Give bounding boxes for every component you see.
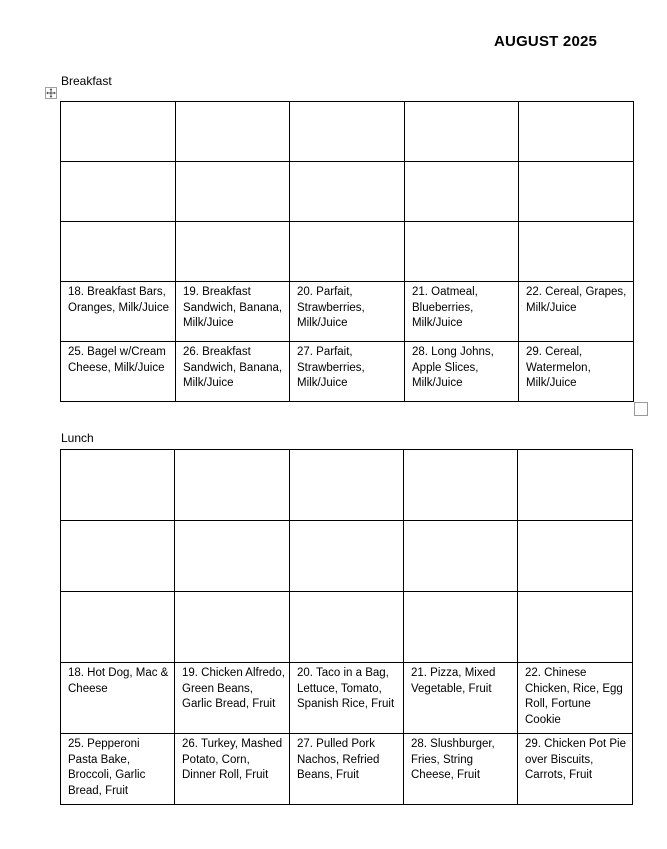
table-cell[interactable]	[290, 162, 405, 222]
table-cell[interactable]	[518, 592, 633, 663]
table-row	[61, 342, 634, 402]
table-row	[61, 734, 633, 805]
table-cell[interactable]	[176, 162, 290, 222]
table-row	[61, 521, 633, 592]
table-cell[interactable]: 26. Breakfast Sandwich, Banana, Milk/Juice	[176, 342, 290, 402]
table-cell[interactable]	[175, 450, 290, 521]
table-row	[61, 222, 634, 282]
table-cell[interactable]	[290, 222, 405, 282]
table-cell[interactable]	[290, 592, 404, 663]
table-cell[interactable]	[405, 102, 519, 162]
table-cell[interactable]	[404, 592, 518, 663]
table-cell[interactable]	[176, 222, 290, 282]
table-cell[interactable]	[61, 592, 175, 663]
table-cell[interactable]	[405, 162, 519, 222]
table-cell[interactable]	[61, 521, 175, 592]
table-cell[interactable]: 19. Chicken Alfredo, Green Beans, Garlic Bread, Fruit	[175, 663, 290, 734]
table-cell[interactable]	[175, 592, 290, 663]
table-cell[interactable]	[518, 521, 633, 592]
table-move-handle-icon[interactable]	[45, 87, 57, 99]
lunch-heading: Lunch	[61, 431, 94, 445]
table-cell[interactable]: 18. Breakfast Bars, Oranges, Milk/Juice	[61, 282, 176, 342]
table-row	[61, 663, 633, 734]
table-cell[interactable]	[61, 102, 176, 162]
table-cell[interactable]: 20. Parfait, Strawberries, Milk/Juice	[290, 282, 405, 342]
table-cell[interactable]: 25. Pepperoni Pasta Bake, Broccoli, Garlic Bread, Fruit	[61, 734, 175, 805]
table-cell[interactable]	[519, 222, 634, 282]
table-row	[61, 102, 634, 162]
table-cell[interactable]: 22. Cereal, Grapes, Milk/Juice	[519, 282, 634, 342]
table-cell[interactable]: 27. Parfait, Strawberries, Milk/Juice	[290, 342, 405, 402]
table-cell[interactable]	[290, 450, 404, 521]
table-cell[interactable]	[404, 450, 518, 521]
table-cell[interactable]: 18. Hot Dog, Mac & Cheese	[61, 663, 175, 734]
table-cell[interactable]	[405, 222, 519, 282]
page-title: AUGUST 2025	[494, 33, 598, 50]
table-row	[61, 450, 633, 521]
table-cell[interactable]	[404, 521, 518, 592]
table-cell[interactable]	[61, 450, 175, 521]
table-cell[interactable]: 29. Chicken Pot Pie over Biscuits, Carrots, Fruit	[518, 734, 633, 805]
table-cell[interactable]: 28. Slushburger, Fries, String Cheese, Fruit	[404, 734, 518, 805]
table-row	[61, 162, 634, 222]
table-row	[61, 592, 633, 663]
table-cell[interactable]: 19. Breakfast Sandwich, Banana, Milk/Juice	[176, 282, 290, 342]
table-cell[interactable]	[61, 222, 176, 282]
table-cell[interactable]: 26. Turkey, Mashed Potato, Corn, Dinner Roll, Fruit	[175, 734, 290, 805]
table-cell[interactable]	[519, 102, 634, 162]
table-cell[interactable]	[519, 162, 634, 222]
table-cell[interactable]	[290, 521, 404, 592]
table-cell[interactable]: 29. Cereal, Watermelon, Milk/Juice	[519, 342, 634, 402]
table-cell[interactable]: 20. Taco in a Bag, Lettuce, Tomato, Spanish Rice, Fruit	[290, 663, 404, 734]
table-cell[interactable]: 21. Pizza, Mixed Vegetable, Fruit	[404, 663, 518, 734]
table-row	[61, 282, 634, 342]
table-cell[interactable]	[175, 521, 290, 592]
table-resize-handle-icon[interactable]	[634, 402, 648, 416]
table-cell[interactable]: 28. Long Johns, Apple Slices, Milk/Juice	[405, 342, 519, 402]
table-cell[interactable]: 27. Pulled Pork Nachos, Refried Beans, Fruit	[290, 734, 404, 805]
breakfast-heading: Breakfast	[61, 74, 112, 88]
table-cell[interactable]: 22. Chinese Chicken, Rice, Egg Roll, Fortune Cookie	[518, 663, 633, 734]
lunch-menu-table	[60, 449, 633, 805]
table-cell[interactable]	[176, 102, 290, 162]
table-cell[interactable]	[61, 162, 176, 222]
table-cell[interactable]	[290, 102, 405, 162]
table-cell[interactable]	[518, 450, 633, 521]
breakfast-menu-table	[60, 101, 634, 402]
table-cell[interactable]: 25. Bagel w/Cream Cheese, Milk/Juice	[61, 342, 176, 402]
table-cell[interactable]: 21. Oatmeal, Blueberries, Milk/Juice	[405, 282, 519, 342]
